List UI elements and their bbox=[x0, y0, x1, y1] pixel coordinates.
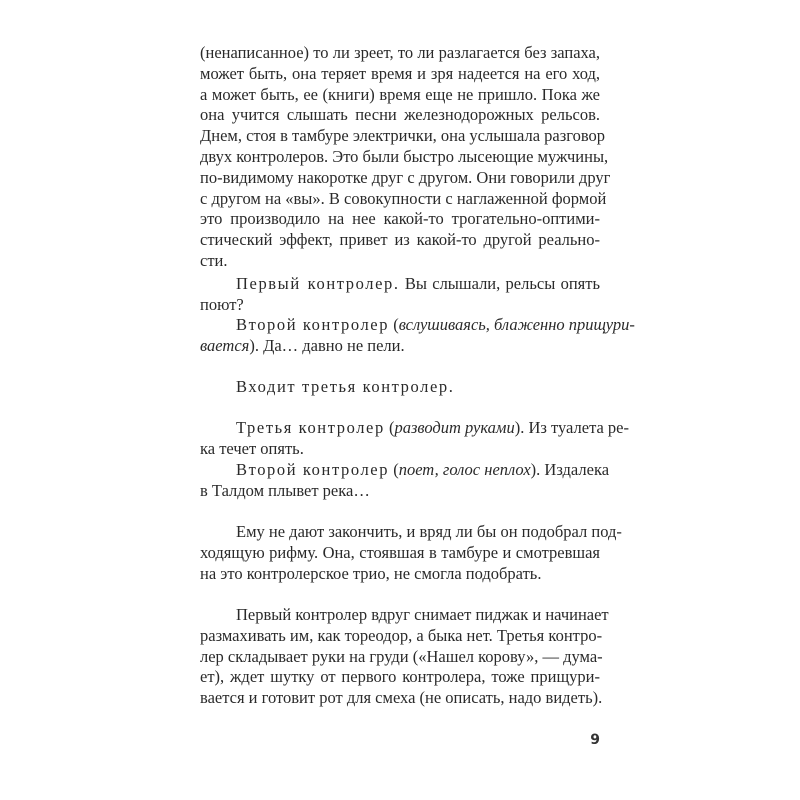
paragraph-dialogue-third-controller bbox=[200, 418, 630, 460]
text-line bbox=[200, 43, 600, 64]
text-line bbox=[200, 646, 603, 668]
text-line bbox=[200, 64, 600, 85]
text-segment: лер складывает руки на груди («Нашел корову», — дума- bbox=[200, 646, 603, 666]
text-segment: ). Издалека bbox=[530, 460, 610, 479]
text-segment: она учится слышать песни железнодорожных рельсов. bbox=[200, 105, 600, 125]
stage-direction-text: вается bbox=[200, 335, 250, 355]
text-line bbox=[200, 146, 609, 168]
text-segment: Вы слышали, рельсы опять bbox=[399, 274, 600, 293]
paragraph-dialogue-second-controller bbox=[200, 315, 635, 357]
text-line bbox=[200, 315, 635, 336]
text-segment: может быть, она теряет время и зря надеется на его ход, bbox=[200, 63, 600, 83]
text-segment: сти. bbox=[200, 250, 228, 270]
paragraph-dialogue-second-controller-song bbox=[200, 460, 610, 502]
text-line bbox=[200, 522, 622, 543]
text-segment: (ненаписанное) то ли зреет, то ли разлагается без запаха, bbox=[200, 43, 600, 62]
text-line bbox=[200, 481, 600, 502]
text-segment: размахивать им, как тореодор, а быка нет. Третья контро- bbox=[200, 625, 603, 645]
speaker-name: Второй контролер bbox=[236, 460, 390, 479]
text-segment: в Талдом плывет река… bbox=[200, 480, 370, 500]
text-segment: а может быть, ее (книги) время еще не пришло. Пока же bbox=[200, 84, 600, 104]
text-line bbox=[200, 251, 600, 272]
speaker-name: Второй контролер bbox=[236, 315, 390, 334]
text-line bbox=[200, 688, 603, 709]
page-number: 9 bbox=[590, 732, 600, 748]
text-line bbox=[200, 667, 600, 688]
text-segment: ( bbox=[384, 418, 395, 437]
text-segment: Днем, стоя в тамбуре электрички, она услышала разговор bbox=[200, 126, 606, 146]
text-segment: ). Да… давно не пели. bbox=[249, 335, 405, 355]
text-line bbox=[200, 625, 603, 647]
speaker-name: Входит третья контролер. bbox=[236, 377, 455, 396]
text-line bbox=[200, 167, 611, 189]
text-segment: Ему не дают закончить, и вряд ли бы он подобрал под- bbox=[236, 522, 622, 541]
text-line bbox=[200, 209, 600, 230]
text-segment: поют? bbox=[200, 294, 244, 314]
paragraph-stage-direction bbox=[200, 377, 600, 398]
text-line bbox=[200, 418, 630, 439]
text-segment: на это контролерское трио, не смогла подобрать. bbox=[200, 563, 542, 583]
text-line bbox=[200, 377, 600, 398]
text-segment: ет), ждет шутку от первого контролера, тоже прищури- bbox=[200, 667, 600, 687]
paragraph-narration-3 bbox=[200, 605, 609, 709]
text-line bbox=[200, 605, 609, 626]
text-segment: двух контролеров. Это были быстро лысеющие мужчины, bbox=[200, 146, 609, 166]
text-line bbox=[200, 230, 600, 251]
paragraph-dialogue-first-controller bbox=[200, 274, 600, 316]
stage-direction-text: вслушиваясь, блаженно прищури- bbox=[398, 315, 635, 334]
text-segment: по-видимому накоротке друг с другом. Они говорили друг bbox=[200, 167, 611, 187]
stage-direction-text: разводит руками bbox=[394, 418, 515, 437]
text-segment: Первый контролер вдруг снимает пиджак и начинает bbox=[236, 605, 609, 624]
text-segment: с другом на «вы». В совокупности с наглаженной формой bbox=[200, 188, 607, 208]
paragraph-narration-2 bbox=[200, 522, 622, 584]
text-segment: ка течет опять. bbox=[200, 438, 304, 458]
text-segment: ( bbox=[389, 315, 399, 334]
text-line bbox=[200, 126, 606, 147]
text-segment: ( bbox=[389, 460, 399, 479]
text-segment: это производило на нее какой-то трогательно-оптими- bbox=[200, 209, 600, 229]
paragraph-narration-1 bbox=[200, 43, 611, 272]
text-segment: вается и готовит рот для смеха (не описать, надо видеть). bbox=[200, 688, 603, 708]
text-line bbox=[200, 85, 600, 106]
text-line bbox=[200, 295, 600, 316]
text-line bbox=[200, 543, 600, 564]
speaker-name: Первый контролер. bbox=[236, 274, 400, 293]
text-line bbox=[200, 564, 600, 585]
speaker-name: Третья контролер bbox=[236, 418, 385, 437]
text-line bbox=[200, 439, 600, 460]
text-segment: ). Из туалета ре- bbox=[514, 418, 630, 437]
text-line bbox=[200, 460, 610, 481]
text-segment: стический эффект, привет из какой-то другой реально- bbox=[200, 230, 600, 250]
text-line bbox=[200, 105, 600, 126]
text-line bbox=[200, 274, 600, 295]
stage-direction-text: поет, голос неплох bbox=[398, 460, 531, 479]
text-line bbox=[200, 188, 607, 210]
text-line bbox=[200, 336, 600, 357]
text-segment: ходящую рифму. Она, стоявшая в тамбуре и смотревшая bbox=[200, 542, 600, 562]
